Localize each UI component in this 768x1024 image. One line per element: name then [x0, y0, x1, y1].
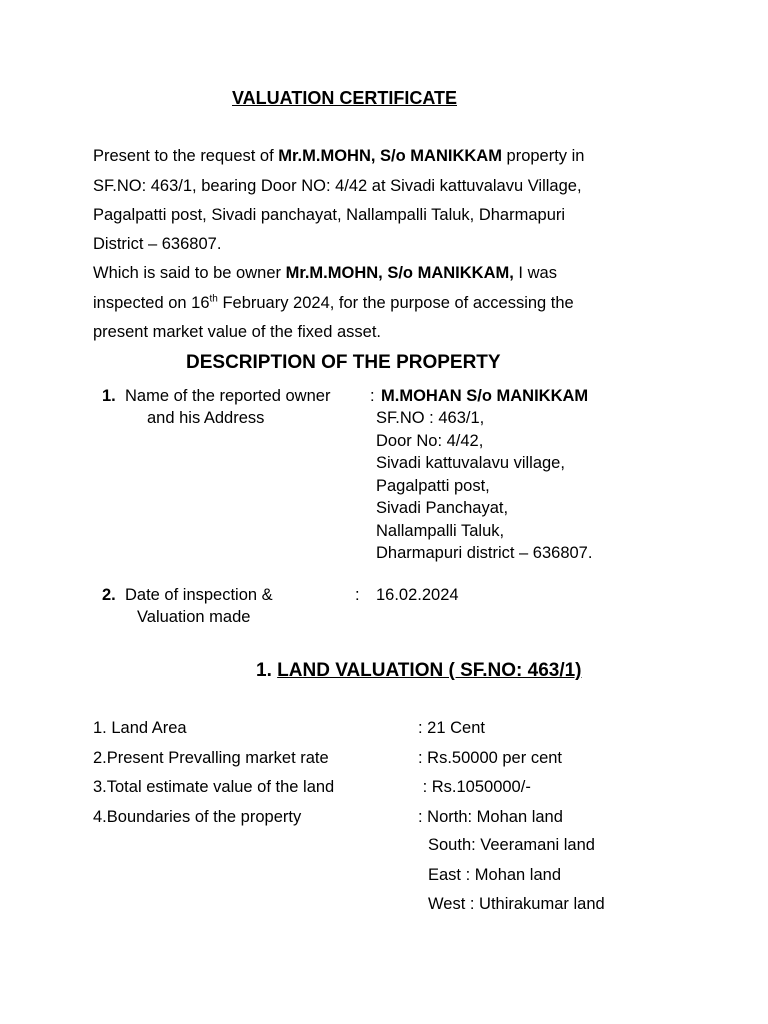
item-2-number: 2. — [102, 586, 116, 604]
intro-text: inspected on 16 — [93, 294, 210, 312]
intro-text: I was — [513, 264, 557, 282]
owner-name: Mr.M.MOHN, S/o MANIKKAM, — [285, 264, 514, 282]
intro-line-2: SF.NO: 463/1, bearing Door NO: 4/42 at Sivadi kattuvalavu Village, — [93, 177, 582, 195]
item-2-colon: : — [355, 586, 360, 604]
land-row-value: : 21 Cent — [418, 719, 485, 737]
requester-name: Mr.M.MOHN, S/o MANIKKAM — [278, 147, 502, 165]
boundary-line: South: Veeramani land — [428, 836, 595, 854]
intro-line-6 — [93, 294, 574, 313]
address-line: Door No: 4/42, — [376, 431, 484, 450]
address-line: Dharmapuri district – 636807. — [376, 544, 593, 562]
intro-line-4: District – 636807. — [93, 235, 222, 253]
intro-line-1 — [93, 147, 584, 166]
address-line: Sivadi Panchayat, — [376, 499, 509, 517]
land-valuation-heading — [256, 660, 582, 682]
boundary-line: West : Uthirakumar land — [428, 895, 605, 913]
boundary-line: East : Mohan land — [428, 866, 561, 884]
ordinal-suffix: th — [209, 293, 218, 305]
intro-line-5 — [93, 264, 557, 283]
land-row-label: 4.Boundaries of the property — [93, 808, 302, 826]
item-1-label: Name of the reported owner — [125, 387, 331, 405]
address-line: Pagalpatti post, — [376, 476, 490, 495]
land-row-value: : Rs.1050000/- — [418, 778, 531, 796]
heading-number: 1. — [256, 660, 272, 681]
intro-text: Which is said to be owner — [93, 264, 286, 282]
item-1-number: 1. — [102, 387, 116, 405]
item-1-colon: : — [370, 387, 375, 405]
address-line: Sivadi kattuvalavu village, — [376, 454, 565, 472]
item-2-label: Date of inspection & — [125, 586, 273, 604]
land-row-value: : Rs.50000 per cent — [418, 749, 563, 767]
land-row-value: : North: Mohan land — [418, 808, 563, 826]
intro-line-3: Pagalpatti post, Sivadi panchayat, Nallampalli Taluk, Dharmapuri — [93, 206, 566, 224]
item-1-owner: M.MOHAN S/o MANIKKAM — [381, 387, 589, 405]
certificate-title: VALUATION CERTIFICATE — [232, 88, 457, 108]
item-1-label-cont: and his Address — [147, 409, 265, 427]
description-heading: DESCRIPTION OF THE PROPERTY — [186, 352, 501, 373]
land-row-label: 1. Land Area — [93, 719, 187, 737]
item-2-label-cont: Valuation made — [137, 608, 251, 626]
intro-text: February 2024, for the purpose of accessing the — [217, 294, 574, 312]
intro-text: property in — [501, 147, 585, 165]
address-line: Nallampalli Taluk, — [376, 521, 505, 540]
intro-line-7: present market value of the fixed asset. — [93, 323, 381, 341]
land-row-label: 3.Total estimate value of the land — [93, 778, 335, 796]
heading-text: LAND VALUATION ( SF.NO: 463/1) — [277, 660, 582, 681]
inspection-date: 16.02.2024 — [376, 586, 459, 604]
land-row-label: 2.Present Prevalling market rate — [93, 749, 329, 767]
intro-text: Present to the request of — [93, 147, 279, 165]
address-line: SF.NO : 463/1, — [376, 409, 485, 427]
